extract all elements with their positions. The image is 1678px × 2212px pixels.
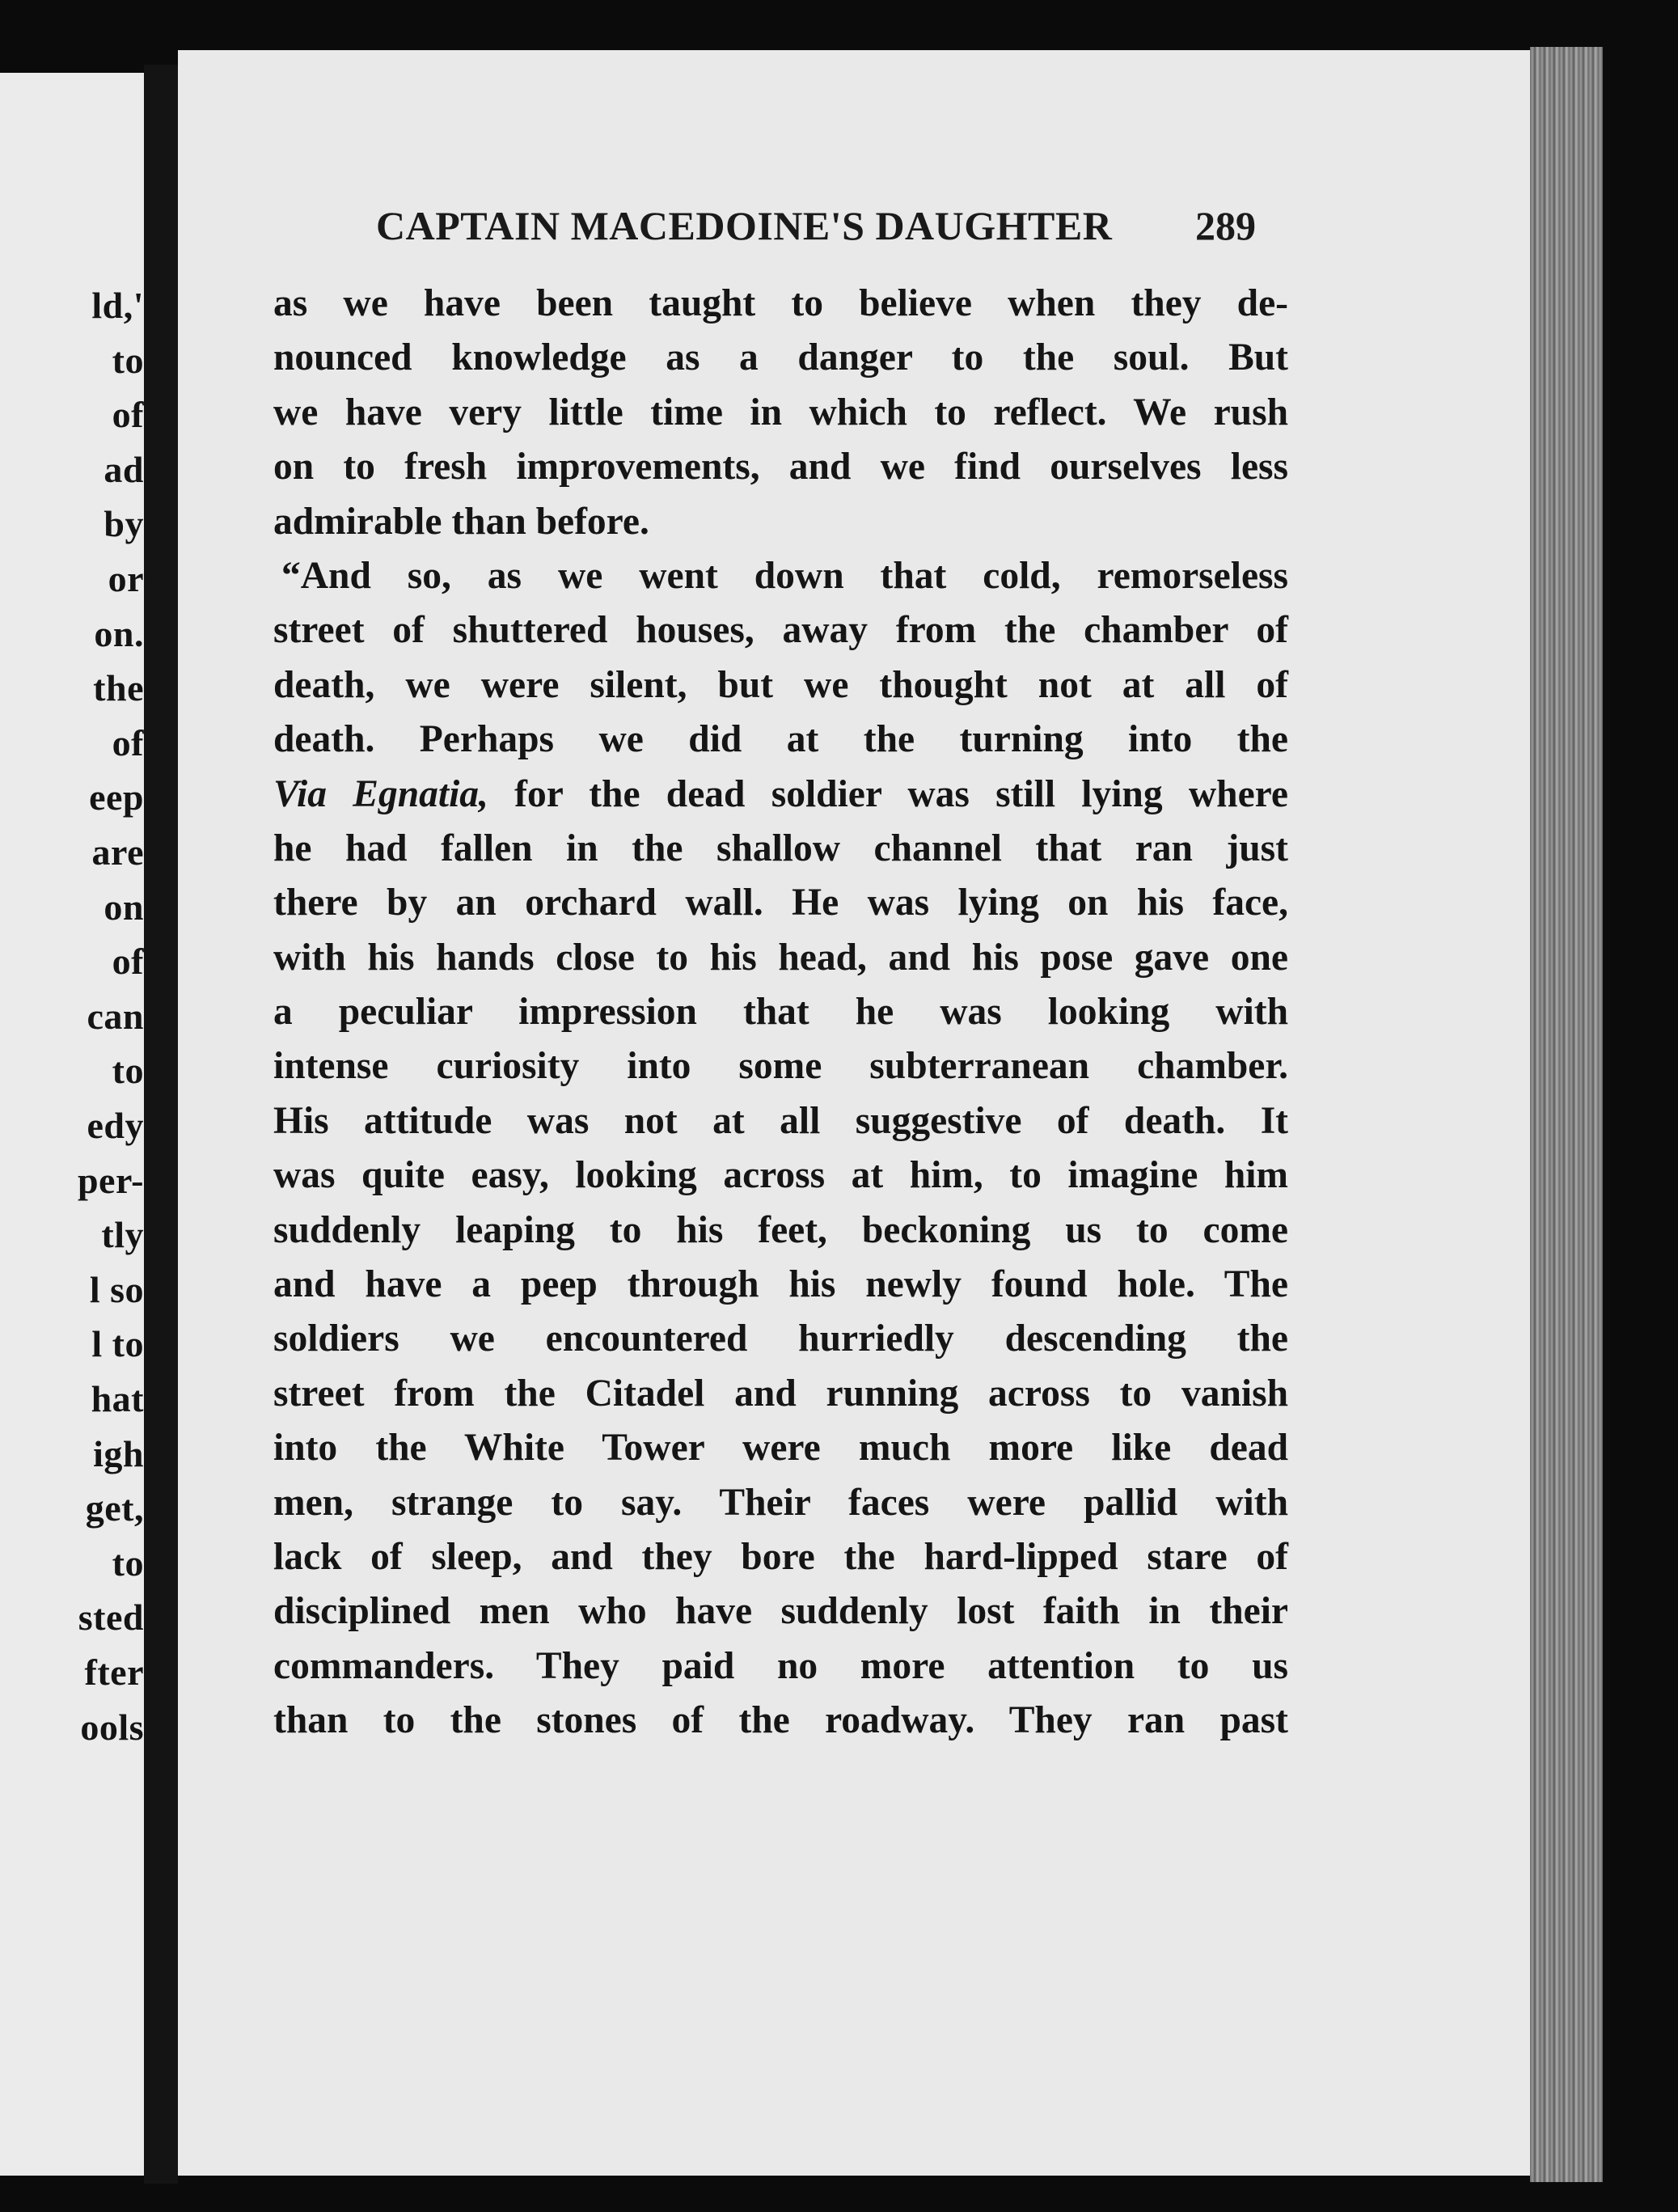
body-text (273, 277, 1288, 1749)
left-page-fragment: ools (80, 1706, 144, 1748)
left-page-fragment: sted (78, 1597, 144, 1639)
left-page-fragment: get, (85, 1487, 144, 1529)
left-page-fragment: eep (89, 776, 144, 818)
left-page-fragment: l so (89, 1268, 144, 1310)
left-page-fragment: of (112, 941, 144, 983)
text-line: street from the Citadel and running across to vanish (273, 1372, 1288, 1415)
text-line: admirable than before. (273, 500, 649, 543)
text-line: he had fallen in the shallow channel that ran just (273, 827, 1288, 869)
text-line: into the White Tower were much more like dead (273, 1427, 1288, 1470)
text-line: we have very little time in which to reflect. We rush (273, 391, 1288, 434)
text-line: and have a peep through his newly found hole. The (273, 1263, 1288, 1306)
left-page-fragment: on (104, 886, 144, 928)
left-page-fragment: ld,' (91, 285, 144, 326)
page-edge (1530, 47, 1603, 2182)
left-page-fragment: fter (84, 1652, 144, 1693)
left-page-fragment: or (108, 558, 144, 599)
text-line: was quite easy, looking across at him, to imagine him (273, 1154, 1288, 1197)
left-page-fragment: to (112, 1050, 144, 1092)
text-line: than to the stones of the roadway. They ran past (273, 1699, 1288, 1742)
left-page-fragment: per- (77, 1159, 144, 1201)
left-page-fragment: hat (91, 1378, 144, 1419)
text-line: nounced knowledge as a danger to the soul. But (273, 336, 1288, 379)
left-page-fragment: of (112, 394, 144, 436)
left-page (0, 73, 144, 2176)
text-line: street of shuttered houses, away from the chamber of (273, 609, 1288, 652)
left-page-fragment: by (104, 503, 144, 545)
text-line-remainder: for the dead soldier was still lying where (514, 772, 1288, 815)
text-line (273, 768, 1288, 822)
left-page-fragment: on. (94, 612, 144, 654)
italic-place-name: Via Egnatia, (273, 772, 488, 815)
left-page-fragment: the (93, 667, 144, 709)
text-line: death, we were silent, but we thought not at all of (273, 663, 1288, 706)
text-line: a peculiar impression that he was looking with (273, 991, 1288, 1034)
text-line: His attitude was not at all suggestive of death. It (273, 1099, 1288, 1142)
left-page-fragment: to (112, 1542, 144, 1584)
text-line: disciplined men who have suddenly lost faith in their (273, 1590, 1288, 1633)
book-gutter (144, 65, 178, 2184)
text-line: “And so, as we went down that cold, remorseless (281, 554, 1288, 597)
left-page-fragment: igh (93, 1432, 144, 1474)
text-line: death. Perhaps we did at the turning into the (273, 718, 1288, 761)
text-line: with his hands close to his head, and his pose gave one (273, 936, 1288, 979)
left-page-fragment: l to (91, 1323, 144, 1365)
left-page-fragment: edy (87, 1105, 144, 1146)
left-page-fragment: can (87, 995, 144, 1037)
text-line: on to fresh improvements, and we find ourselves less (273, 446, 1288, 489)
page-number: 289 (1195, 203, 1256, 248)
text-line: soldiers we encountered hurriedly descending the (273, 1317, 1288, 1360)
running-title: CAPTAIN MACEDOINE'S DAUGHTER (376, 203, 1113, 248)
text-line: men, strange to say. Their faces were pallid with (273, 1481, 1288, 1524)
left-page-fragment: of (112, 721, 144, 763)
text-line: lack of sleep, and they bore the hard-lipped stare of (273, 1535, 1288, 1578)
text-line: commanders. They paid no more attention to us (273, 1644, 1288, 1687)
left-page-fragment: tly (101, 1214, 144, 1256)
left-page-fragment: are (91, 831, 144, 873)
left-page-fragment: to (112, 339, 144, 381)
text-line: as we have been taught to believe when they de- (273, 282, 1288, 324)
text-line: suddenly leaping to his feet, beckoning us to come (273, 1208, 1288, 1251)
left-page-fragment: ad (104, 448, 144, 490)
text-line: intense curiosity into some subterranean chamber. (273, 1045, 1288, 1088)
text-line: there by an orchard wall. He was lying on his face, (273, 882, 1288, 924)
